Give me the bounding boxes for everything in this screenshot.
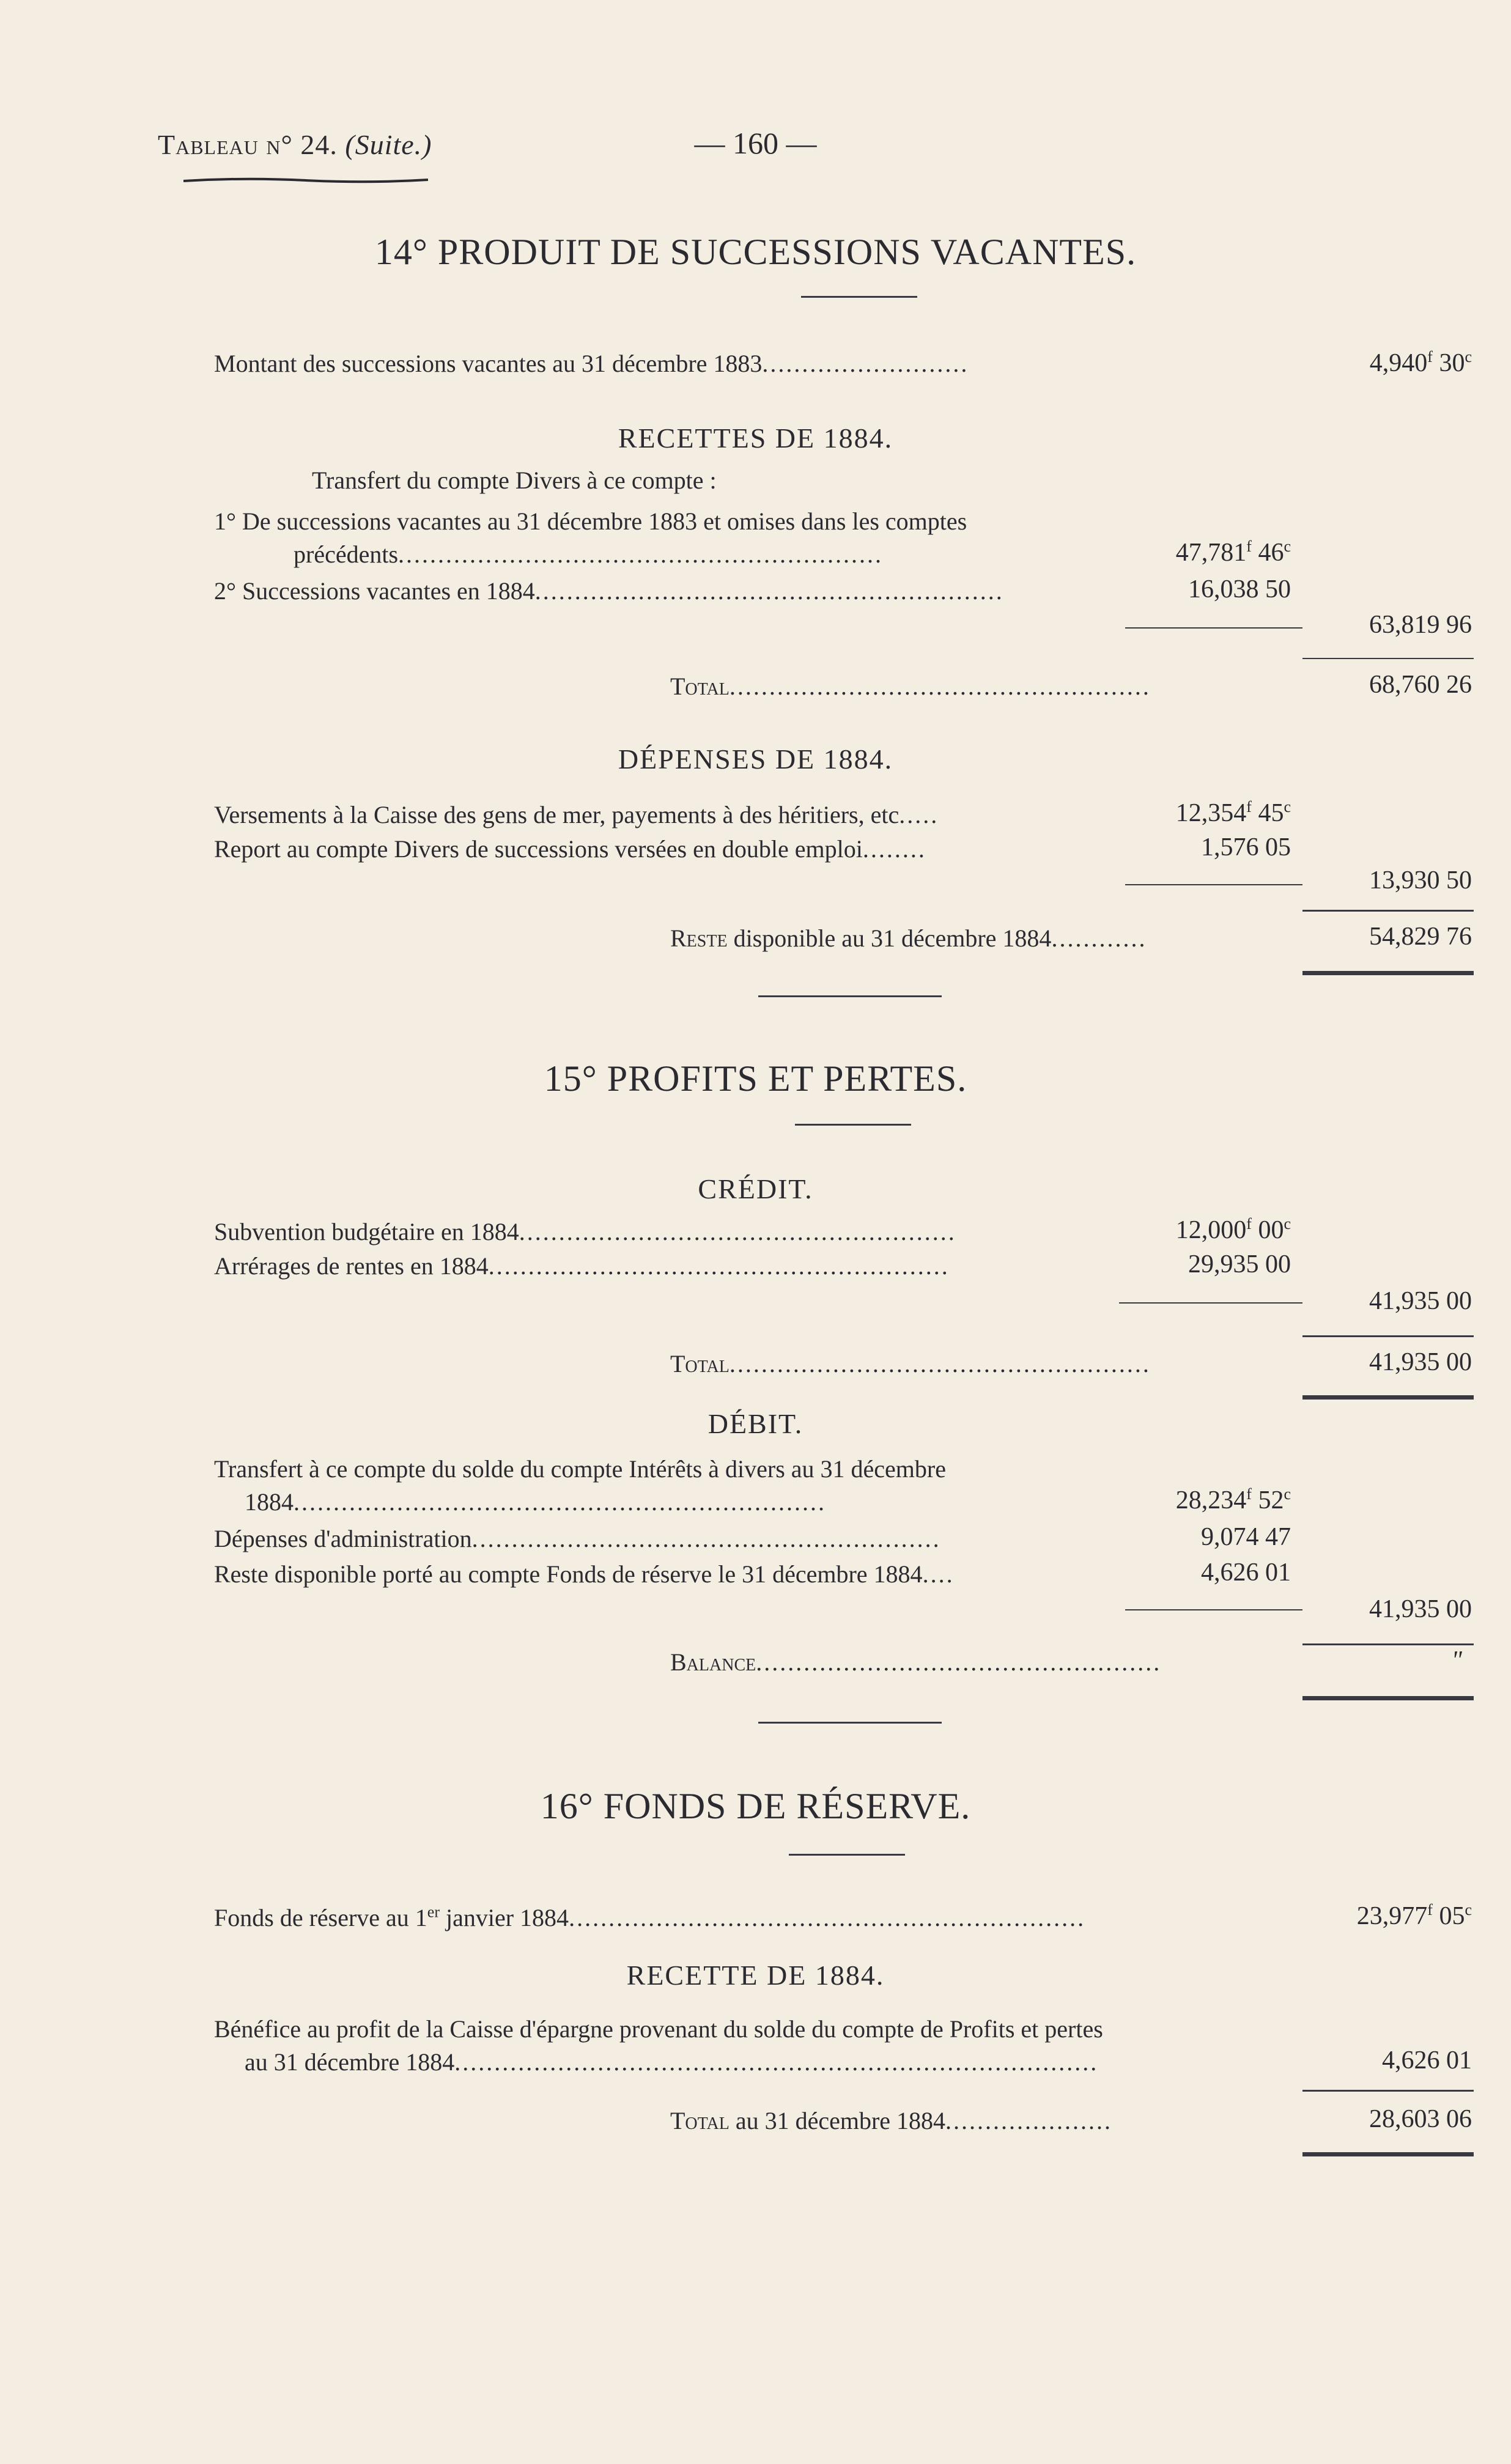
dep2-amount: 1,576 05 <box>1201 833 1291 861</box>
balance-row: Balance................................................... <box>670 1648 1162 1676</box>
title-rule <box>795 1124 911 1126</box>
c2-amount: 29,935 00 <box>1188 1250 1291 1278</box>
recettes-title: RECETTES DE 1884. <box>618 422 893 454</box>
credit-total-row: Total..................................................... <box>670 1350 1151 1378</box>
total-rule <box>1302 658 1474 659</box>
montant-row <box>214 349 1302 379</box>
fonds-row: Fonds de réserve au 1er janvier 1884................................................................. <box>214 1903 1086 1931</box>
credit-total-amount: 41,935 00 <box>1369 1348 1472 1376</box>
debit-title: DÉBIT. <box>707 1408 804 1439</box>
dep2-row: Report au compte Divers de successions versées en double emploi........ <box>214 835 926 863</box>
c1-amount: 12,000$^f$ 00$^c$ <box>1175 1215 1291 1244</box>
credit-double-rule <box>1302 1395 1474 1400</box>
fonds-amount: 23,977$^f$ 05$^c$ <box>1356 1901 1472 1930</box>
transfert-intro: Transfert du compte Divers à ce compte : <box>312 467 717 494</box>
reste-double-rule <box>1302 971 1474 975</box>
balance-double-rule <box>1302 1696 1474 1700</box>
section-separator <box>758 995 942 997</box>
section-16-title: 16° FONDS DE RÉSERVE. <box>540 1786 971 1826</box>
credit-total-rule <box>1302 1335 1474 1337</box>
final-double-rule <box>1302 2152 1474 2156</box>
d1-line1: Transfert à ce compte du solde du compte Intérêts à divers au 31 décembre <box>214 1455 946 1483</box>
final-total-rule <box>1302 2090 1474 2092</box>
item2-row: 2° Successions vacantes en 1884........................................................... <box>214 577 1004 605</box>
balance-amount: " <box>1451 1647 1462 1675</box>
dep1-amount: 12,354$^f$ 45$^c$ <box>1175 798 1291 827</box>
recette-title: RECETTE DE 1884. <box>626 1960 885 1991</box>
d3-row: Reste disponible porté au compte Fonds de réserve le 31 décembre 1884.... <box>214 1560 955 1588</box>
montant-label: Montant des successions vacantes au 31 décembre 1883 <box>214 350 763 377</box>
final-total-row: Total au 31 décembre 1884..................... <box>670 2107 1113 2134</box>
dep-subtotal: 13,930 50 <box>1369 866 1472 894</box>
ben-amount: 4,626 01 <box>1382 2046 1472 2075</box>
item1-line2: précédents............................................................. <box>294 540 884 568</box>
c1-row: Subvention budgétaire en 1884....................................................... <box>214 1218 956 1245</box>
page-number: — 160 — <box>694 126 817 160</box>
title-rule <box>801 296 917 298</box>
d1-line2: 1884................................................................... <box>245 1488 826 1516</box>
item1-line1: 1° De successions vacantes au 31 décembre 1883 et omises dans les comptes <box>214 507 967 535</box>
recettes-subtotal: 63,819 96 <box>1369 611 1472 639</box>
leader-dots: .......................... <box>762 350 969 377</box>
d2-row: Dépenses d'administration........................................................... <box>214 1525 941 1552</box>
debit-subtotal: 41,935 00 <box>1369 1595 1472 1623</box>
dep-subtotal-rule <box>1125 884 1302 885</box>
ben-line1: Bénéfice au profit de la Caisse d'épargne provenant du solde du compte de Profits et pertes <box>214 2015 1103 2043</box>
final-total-amount: 28,603 06 <box>1369 2105 1472 2133</box>
credit-subtotal-rule <box>1119 1302 1302 1304</box>
section-15-title: 15° PROFITS ET PERTES. <box>544 1058 967 1099</box>
item2-amount: 16,038 50 <box>1188 575 1291 603</box>
d2-amount: 9,074 47 <box>1201 1523 1291 1551</box>
section-separator <box>758 1722 942 1724</box>
total-amount: 68,760 26 <box>1369 671 1472 699</box>
total-row: Total..................................................... <box>670 673 1151 700</box>
credit-subtotal: 41,935 00 <box>1369 1287 1472 1315</box>
table-suite: (Suite.) <box>345 129 432 160</box>
section-14-title: 14° PRODUIT DE SUCCESSIONS VACANTES. <box>374 232 1137 272</box>
c2-row: Arrérages de rentes en 1884.......................................................... <box>214 1252 950 1280</box>
balance-rule <box>1302 1643 1474 1645</box>
title-rule <box>789 1854 905 1856</box>
ben-line2: au 31 décembre 1884................................................................................. <box>245 2048 1099 2076</box>
credit-title: CRÉDIT. <box>698 1173 813 1204</box>
depenses-title: DÉPENSES DE 1884. <box>618 743 893 775</box>
subtotal-rule <box>1125 627 1302 629</box>
table-label: Tableau n° 24. <box>158 129 338 160</box>
dep1-row: Versements à la Caisse des gens de mer, payements à des héritiers, etc..... <box>214 801 939 828</box>
d3-amount: 4,626 01 <box>1201 1558 1291 1587</box>
header-swoosh-rule <box>183 175 428 186</box>
reste-amount: 54,829 76 <box>1369 923 1472 951</box>
d1-amount: 28,234$^f$ 52$^c$ <box>1175 1485 1291 1514</box>
reste-row: Reste disponible au 31 décembre 1884............ <box>670 924 1147 952</box>
debit-subtotal-rule <box>1125 1609 1302 1610</box>
montant-amount: 4,940$^f$ 30$^c$ <box>1369 348 1472 377</box>
reste-rule <box>1302 910 1474 912</box>
item1-amount: 47,781$^f$ 46$^c$ <box>1175 537 1291 567</box>
